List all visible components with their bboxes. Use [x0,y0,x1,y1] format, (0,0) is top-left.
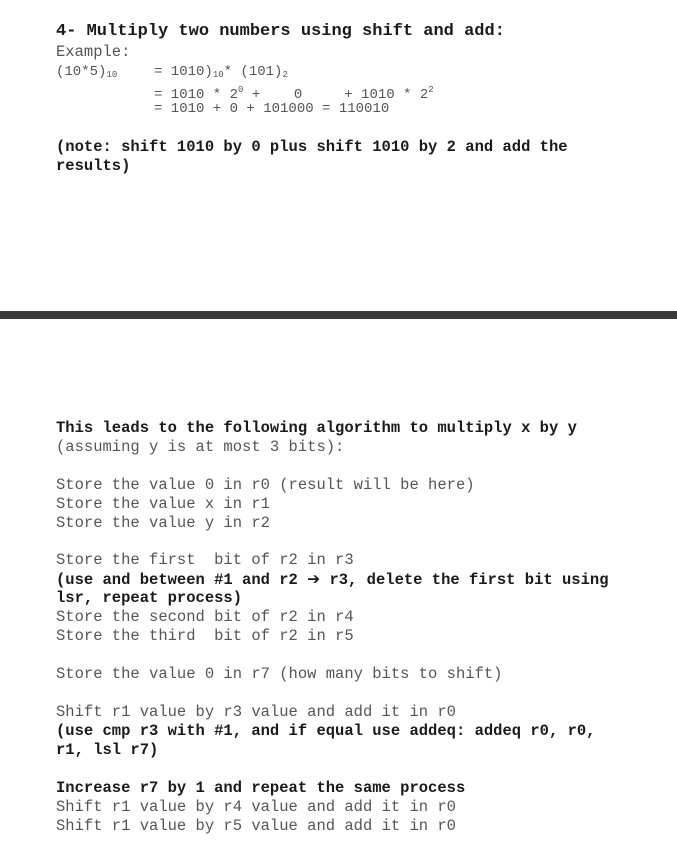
hint-use-and-a: (use and between #1 and r2 [56,571,308,589]
note-line-1: (note: shift 1010 by 0 plus shift 1010 by 2 and add the [56,138,568,156]
eq1-part-b: * (101) [223,64,283,80]
eq2-sup-a: 0 [238,85,244,95]
example-lhs [56,63,117,85]
page-bottom [0,319,677,841]
right-arrow-icon: ➔ [307,570,321,588]
section-heading: 4- Multiply two numbers using shift and add: [56,22,505,41]
hint-use-and [56,570,609,590]
hint-cmp-line-1: (use cmp r3 with #1, and if equal use addeq: addeq r0, r0, [56,722,596,740]
step-first-bit: Store the first bit of r2 in r3 [56,551,354,569]
eq1-sub-a: 10 [212,70,224,80]
eq1-sub-b: 2 [282,70,288,80]
eq2-part-a: = 1010 * 2 [154,87,239,103]
note-line-2: results) [56,157,131,175]
page-separator [0,311,677,319]
step-second-bit: Store the second bit of r2 in r4 [56,608,354,626]
step-store-r1: Store the value x in r1 [56,495,270,513]
step-shift-r4: Shift r1 value by r4 value and add it in r0 [56,798,456,816]
step-shift-r5: Shift r1 value by r5 value and add it in r0 [56,817,456,835]
intro-line-1: This leads to the following algorithm to multiply x by y [56,419,577,437]
hint-cmp-line-2: r1, lsl r7) [56,741,159,759]
example-label: Example: [56,43,131,61]
eq1-part-a: = 1010) [154,64,213,80]
step-shift-r3: Shift r1 value by r3 value and add it in r0 [56,703,456,721]
page-top [0,0,677,311]
example-lhs-sub: 10 [106,70,118,80]
step-store-r7: Store the value 0 in r7 (how many bits to shift) [56,665,503,683]
hint-use-and-b: r3, delete the first bit using [320,571,609,589]
intro-line-2: (assuming y is at most 3 bits): [56,438,345,456]
eq2-part-b: + 0 + 1010 * 2 [243,87,429,103]
step-increase-r7: Increase r7 by 1 and repeat the same process [56,779,466,797]
hint-use-and-line-2: lsr, repeat process) [56,589,243,607]
step-third-bit: Store the third bit of r2 in r5 [56,627,354,645]
step-store-r0: Store the value 0 in r0 (result will be here) [56,476,475,494]
equation-line-3: = 1010 + 0 + 101000 = 110010 [154,101,390,117]
example-lhs-main: (10*5) [56,64,107,80]
eq2-sup-b: 2 [428,85,434,95]
step-store-r2: Store the value y in r2 [56,514,270,532]
